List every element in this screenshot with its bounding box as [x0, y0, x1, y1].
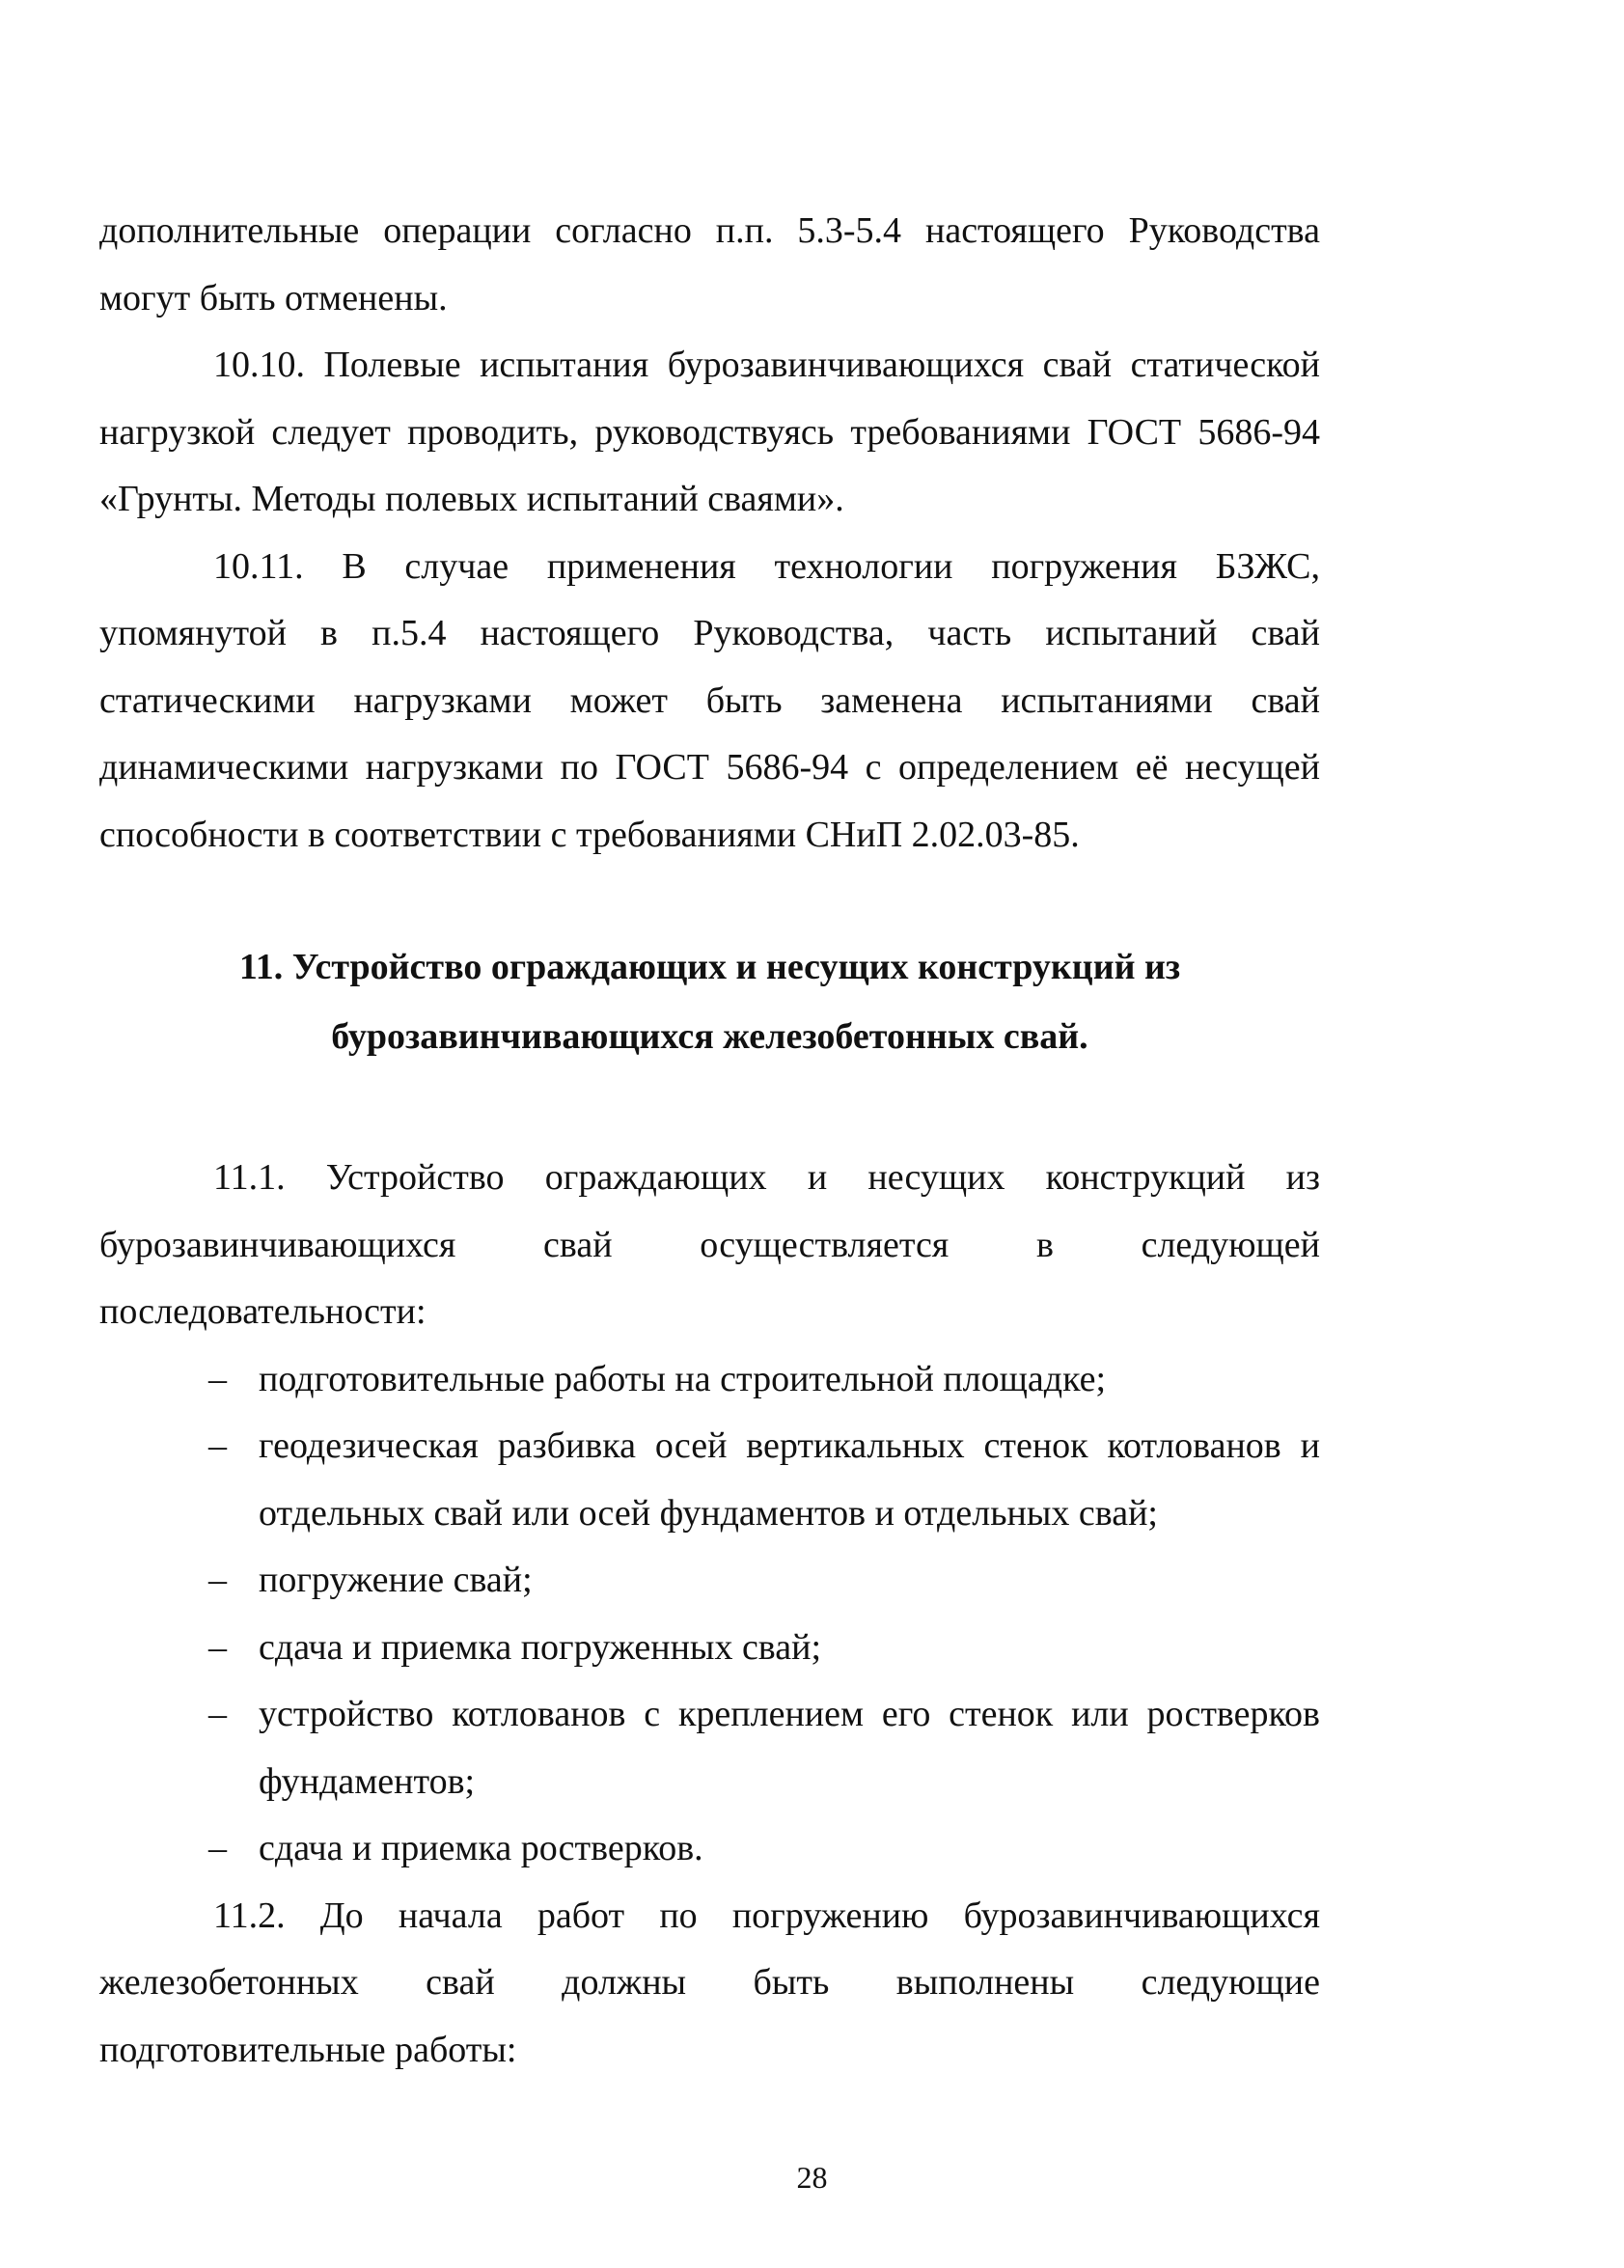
paragraph-10-10: 10.10. Полевые испытания бурозавинчивающихся свай статической нагрузкой следует проводить, руководствуясь требованиями ГОСТ 5686-94 «Грунты. Методы полевых испытаний сваями». — [99, 345, 1320, 519]
list-item-text: подготовительные работы на строительной площадке; — [259, 1358, 1107, 1399]
list-item-text: геодезическая разбивка осей вертикальных стенок котлованов и отдельных свай или осей фундаментов и отдельных свай; — [259, 1425, 1320, 1534]
page-content — [99, 198, 1320, 2084]
paragraph-10-11: 10.11. В случае применения технологии погружения БЗЖС, упомянутой в п.5.4 настоящего Руководства, часть испытаний свай статическими нагрузками может быть заменена испытаниями свай динамическими нагрузками по ГОСТ 5686-94 с определением её несущей способности в соответствии с требованиями СНиП 2.02.03-85. — [99, 545, 1320, 855]
list-item — [99, 1547, 1320, 1615]
list-item — [99, 1815, 1320, 1883]
dash-bullet: – — [208, 1828, 227, 1868]
list-item-text: погружение свай; — [259, 1560, 533, 1600]
paragraph-11-2: 11.2. До начала работ по погружению бурозавинчивающихся железобетонных свай должны быть выполнены следующие подготовительные работы: — [99, 1895, 1320, 2070]
dash-bullet: – — [208, 1425, 227, 1466]
dash-bullet: – — [208, 1358, 227, 1399]
list-item-text: сдача и приемка погруженных свай; — [259, 1626, 822, 1668]
section-heading-line-2: бурозавинчивающихся железобетонных свай. — [331, 1016, 1088, 1057]
paragraph-11-1: 11.1. Устройство ограждающих и несущих конструкций из бурозавинчивающихся свай осуществляется в следующей последовательности: — [99, 1157, 1320, 1332]
section-heading-line-1: 11. Устройство ограждающих и несущих конструкций из — [238, 947, 1181, 987]
page-number: 28 — [796, 2160, 828, 2195]
list-item — [99, 1681, 1320, 1815]
list-item-text: сдача и приемка ростверков. — [259, 1828, 703, 1868]
list-item — [99, 1413, 1320, 1547]
dash-bullet: – — [208, 1560, 227, 1600]
dash-bullet: – — [208, 1694, 227, 1734]
dash-bullet: – — [208, 1626, 227, 1668]
section-heading-11 — [99, 932, 1320, 1071]
list-item — [99, 1346, 1320, 1414]
paragraph-continuation: дополнительные операции согласно п.п. 5.3-5.4 настоящего Руководства могут быть отменены. — [99, 210, 1320, 318]
list-item-text: устройство котлованов с креплением его стенок или ростверков фундаментов; — [259, 1694, 1320, 1802]
list-item — [99, 1615, 1320, 1682]
work-sequence-list — [99, 1346, 1320, 1883]
